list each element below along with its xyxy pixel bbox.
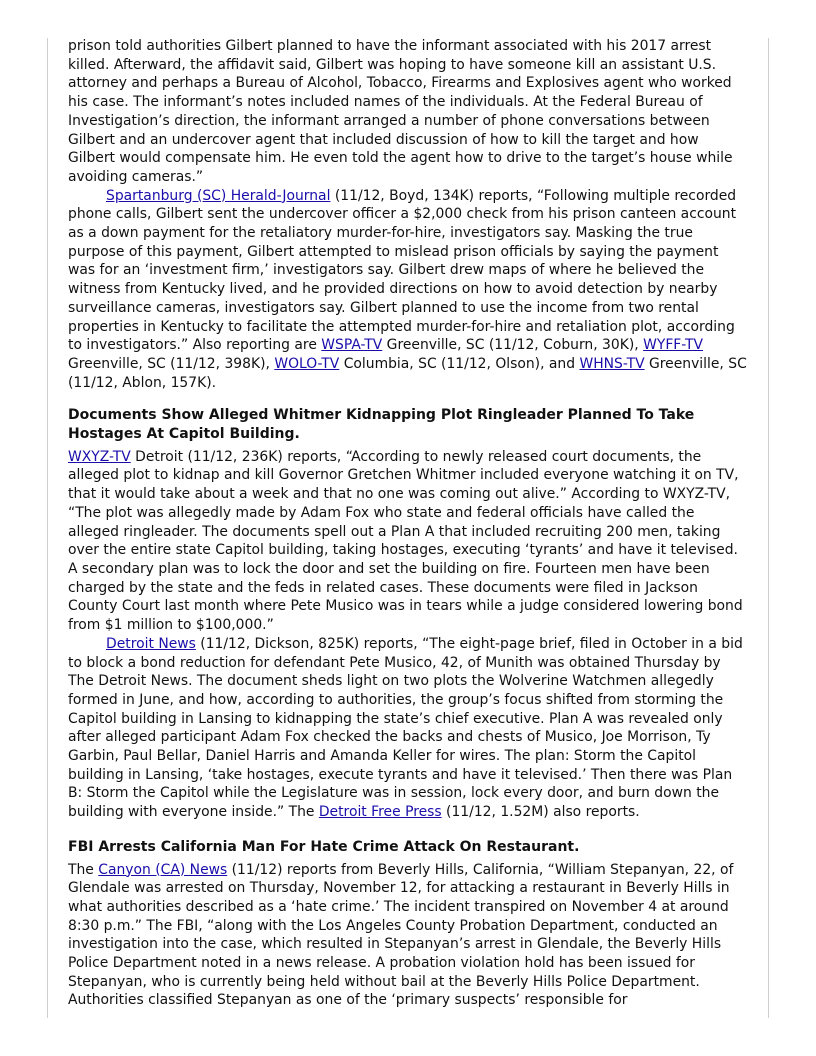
wolo-text: Columbia, SC (11/12, Olson), and xyxy=(339,355,580,372)
hate-crime-lead: The xyxy=(68,861,99,878)
link-canyon-news[interactable]: Canyon (CA) News xyxy=(98,861,228,878)
whitmer-paragraph-detroit-news xyxy=(68,635,748,822)
hate-crime-paragraph xyxy=(68,861,748,1011)
left-margin-rule xyxy=(47,38,48,1018)
intro-paragraph-herald-journal xyxy=(68,187,748,393)
article-content xyxy=(68,37,748,1010)
intro-paragraph-continued: prison told authorities Gilbert planned to have the informant associated with his 2017 arrest killed. Afterward, the affidavit said, Gilbert was hoping to have someone kill an assistant U.S. attorney and perhaps a Bureau of Alcohol, Tobacco, Firearms and Explosives agent who worked his case. The informant’s notes included names of the individuals. At the Federal Bureau of Investigation’s direction, the informant arranged a number of phone conversations between Gilbert and an undercover agent that included discussion of how to kill the target and how Gilbert would compensate him. He even told the agent how to drive to the target’s house while avoiding cameras.” xyxy=(68,38,733,185)
link-detroit-news[interactable]: Detroit News xyxy=(106,635,196,652)
link-wyff-tv[interactable]: WYFF-TV xyxy=(643,337,704,354)
wyff-text: Greenville, SC (11/12, 398K), xyxy=(68,355,275,372)
detroit-news-text: (11/12, Dickson, 825K) reports, “The eight-page brief, filed in October in a bid to block a bond reduction for defendant Pete Musico, 42, of Munith was obtained Thursday by The Detroit News. The document sheds light on two plots the Wolverine Watchmen allegedly formed in June, and how, according to authorities, the group’s focus shifted from storming the Capitol building in Lansing to kidnapping the state’s chief executive. Plan A was revealed only after alleged participant Adam Fox checked the backs and chests of Musico, Joe Morrison, Ty Garbin, Paul Bellar, Daniel Harris and Amanda Keller for wires. The plan: Storm the Capitol building in Lansing, ‘take hostages, execute tyrants and have it televised.’ Then there was Plan B: Storm the Capitol while the Legislature was in session, lock every door, and burn down the building with everyone inside.” The xyxy=(68,635,743,821)
canyon-news-text: (11/12) reports from Beverly Hills, California, “William Stepanyan, 22, of Glendale was arrested on Thursday, November 12, for attacking a restaurant in Beverly Hills in what authorities described as a ‘hate crime.’ The incident transpired on November 4 at around 8:30 p.m.” The FBI, “along with the Los Angeles County Probation Department, conducted an investigation into the case, which resulted in Stepanyan’s arrest in Glendale, the Beverly Hills Police Department noted in a news release. A probation violation hold has been issued for Stepanyan, who is currently being held without bail at the Beverly Hills Police Department. Authorities classified Stepanyan as one of the ‘primary suspects’ responsible for xyxy=(68,861,734,1009)
whns-text: Greenville, SC (11/12, Ablon, 157K). xyxy=(68,355,747,391)
link-whns-tv[interactable]: WHNS-TV xyxy=(579,355,645,372)
section-heading-whitmer-plot: Documents Show Alleged Whitmer Kidnapping Plot Ringleader Planned To Take Hostages At Capitol Building. xyxy=(68,407,695,443)
wspa-text: Greenville, SC (11/12, Coburn, 30K), xyxy=(382,337,644,354)
section-heading-fbi-hate-crime: FBI Arrests California Man For Hate Crime Attack On Restaurant. xyxy=(68,838,580,855)
whitmer-paragraph-wxyz xyxy=(68,448,748,635)
link-detroit-free-press[interactable]: Detroit Free Press xyxy=(318,804,442,821)
wxyz-text: Detroit (11/12, 236K) reports, “According to newly released court documents, the alleged plot to kidnap and kill Governor Gretchen Whitmer included everyone watching it on TV, that it would take about a week and that no one was coming out alive.” According to WXYZ-TV, “The plot was allegedly made by Adam Fox who state and federal officials have called the alleged ringleader. The documents spell out a Plan A that included recruiting 200 men, taking over the entire state Capitol building, taking hostages, executing ‘tyrants’ and have it televised. A secondary plan was to lock the door and set the building on fire. Fourteen men have been charged by the state and the feds in related cases. These documents were filed in Jackson County Court last month where Pete Musico was in tears while a judge considered lowering bond from $1 million to $100,000.” xyxy=(68,448,743,634)
link-wxyz-tv[interactable]: WXYZ-TV xyxy=(68,448,131,465)
link-spartanburg-herald-journal[interactable]: Spartanburg (SC) Herald-Journal xyxy=(106,187,331,204)
detroit-free-press-text: (11/12, 1.52M) also reports. xyxy=(441,804,640,821)
link-wspa-tv[interactable]: WSPA-TV xyxy=(321,337,383,354)
herald-journal-text: (11/12, Boyd, 134K) reports, “Following multiple recorded phone calls, Gilbert sent the undercover officer a $2,000 check from his prison canteen account as a down payment for the retaliatory murder-for-hire, investigators say. Masking the true purpose of this payment, Gilbert attempted to mislead prison officials by saying the payment was for an ‘investment firm,’ investigators say. Gilbert drew maps of where he believed the witness from Kentucky lived, and he provided directions on how to avoid detection by nearby surveillance cameras, investigators say. Gilbert planned to use the income from two rental properties in Kentucky to facilitate the attempted murder-for-hire and retaliation plot, according to investigators.” Also reporting are xyxy=(68,187,737,354)
right-margin-rule xyxy=(768,38,769,1018)
link-wolo-tv[interactable]: WOLO-TV xyxy=(274,355,340,372)
